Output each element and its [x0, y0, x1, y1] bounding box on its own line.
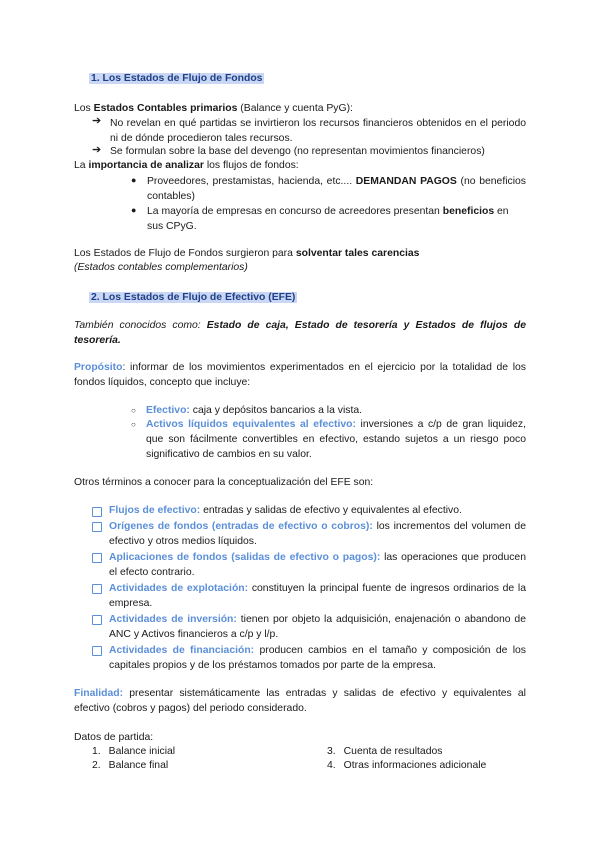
- intro-line: Los Estados Contables primarios (Balance y cuenta PyG):: [74, 103, 353, 114]
- checklist-item: Aplicaciones de fondos (salidas de efectivo o pagos): las operaciones que producen el efecto contrario.: [109, 552, 526, 578]
- arrow-item: Se formulan sobre la base del devengo (no representan movimientos financieros): [110, 146, 485, 157]
- checkbox[interactable]: [92, 553, 102, 563]
- section2-heading: 2. Los Estados de Flujo de Efectivo (EFE): [91, 292, 296, 303]
- bullet-item: La mayoría de empresas en concurso de acreedores presentan beneficios en sus CPyG.: [147, 206, 509, 232]
- circle-bullet-icon: ○: [131, 420, 136, 429]
- surge-line: Los Estados de Flujo de Fondos surgieron para solventar tales carencias: [74, 248, 420, 259]
- checklist-item: Orígenes de fondos (entradas de efectivo o cobros): los incrementos del volumen de efectivo y otros medios líquidos.: [109, 521, 526, 547]
- circle-bullet-icon: ○: [131, 406, 136, 415]
- circle-item: Activos líquidos equivalentes al efectivo: inversiones a c/p de gran liquidez, que son fácilmente convertibles en efectivo, estando sujetos a un riesgo poco significativo de cambios en su valor.: [146, 419, 526, 460]
- bullet-icon: ●: [131, 205, 137, 215]
- checkbox[interactable]: [92, 646, 102, 656]
- checkbox[interactable]: [92, 615, 102, 625]
- bullet-icon: ●: [131, 175, 137, 185]
- section1-heading: 1. Los Estados de Flujo de Fondos: [91, 73, 263, 84]
- checklist-item: Actividades de explotación: constituyen la principal fuente de ingresos ordinarios de la empresa.: [109, 583, 526, 609]
- bullet-item: Proveedores, prestamistas, hacienda, etc.... DEMANDAN PAGOS (no beneficios contables): [147, 176, 526, 202]
- finalidad-paragraph: Finalidad: presentar sistemáticamente las entradas y salidas de efectivo y equivalentes al efectivo (cobros y pagos) del periodo considerado.: [74, 688, 526, 714]
- aka-paragraph: También conocidos como: Estado de caja, Estado de tesorería y Estados de flujos de tesorería.: [74, 320, 526, 346]
- purpose-paragraph: Propósito: informar de los movimientos experimentados en el ejercicio por la totalidad de los fondos líquidos, concepto que incluye:: [74, 362, 526, 388]
- arrow-icon: ➔: [92, 115, 102, 127]
- other-terms-line: Otros términos a conocer para la conceptualización del EFE son:: [74, 477, 374, 488]
- importance-line: La importancia de analizar los flujos de fondos:: [74, 160, 299, 171]
- datos-label: Datos de partida:: [74, 732, 154, 743]
- checkbox[interactable]: [92, 507, 102, 517]
- checklist-item: Actividades de financiación: producen cambios en el tamaño y composición de los capitales propios y de los préstamos tomados por parte de la empresa.: [109, 645, 527, 671]
- datos-item-2: 2. Balance final: [92, 760, 169, 771]
- checkbox[interactable]: [92, 522, 102, 532]
- datos-item-3: 3. Cuenta de resultados: [327, 746, 443, 757]
- checkbox[interactable]: [92, 584, 102, 594]
- arrow-item: No revelan en qué partidas se invirtieron los recursos financieros obtenidos en el periodo ni de dónde procedieron tales recursos.: [110, 118, 526, 144]
- arrow-icon: ➔: [92, 144, 102, 156]
- checklist-item: Flujos de efectivo: entradas y salidas de efectivo y equivalentes al efectivo.: [109, 505, 462, 516]
- datos-item-1: 1. Balance inicial: [92, 746, 176, 757]
- checklist-item: Actividades de inversión: tienen por objeto la adquisición, enajenación o abandono de ANC y Activos financieros a c/p y l/p.: [109, 614, 526, 640]
- datos-item-4: 4. Otras informaciones adicionale: [327, 760, 487, 771]
- circle-item: Efectivo: caja y depósitos bancarios a la vista.: [146, 405, 363, 416]
- surge-note: (Estados contables complementarios): [74, 262, 248, 273]
